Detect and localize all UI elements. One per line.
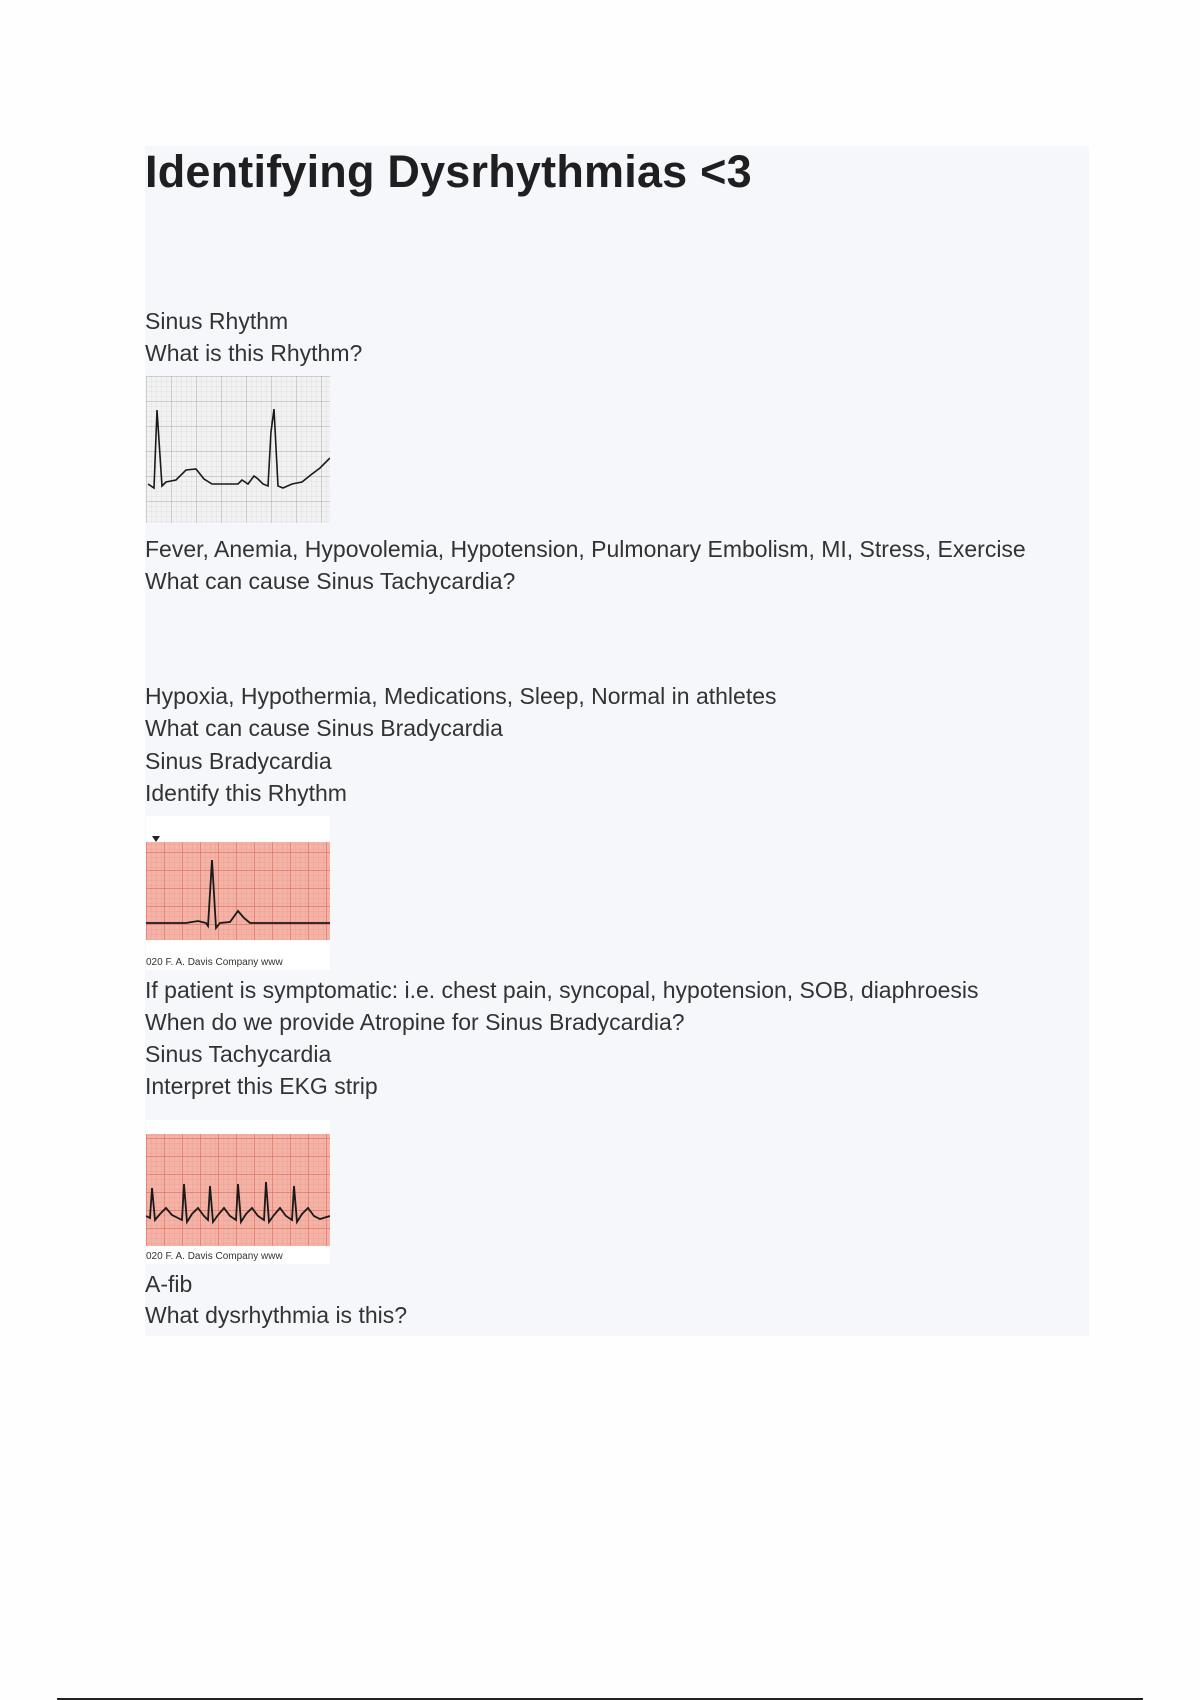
answer-text: Sinus Tachycardia bbox=[145, 1041, 332, 1067]
sinus-tachycardia-ekg-image bbox=[146, 1120, 330, 1252]
question-text: Interpret this EKG strip bbox=[145, 1073, 378, 1099]
answer-text: Hypoxia, Hypothermia, Medications, Sleep, Normal in athletes bbox=[145, 683, 777, 709]
answer-text: Fever, Anemia, Hypovolemia, Hypotension, Pulmonary Embolism, MI, Stress, Exercise bbox=[145, 536, 1026, 562]
question-text: What is this Rhythm? bbox=[145, 340, 363, 366]
answer-text: If patient is symptomatic: i.e. chest pain, syncopal, hypotension, SOB, diaphroesis bbox=[145, 977, 979, 1003]
question-text: Identify this Rhythm bbox=[145, 780, 347, 806]
question-text: When do we provide Atropine for Sinus Bradycardia? bbox=[145, 1009, 685, 1035]
sinus-bradycardia-ekg-image bbox=[146, 816, 330, 956]
question-text: What can cause Sinus Tachycardia? bbox=[145, 568, 516, 594]
page-title: Identifying Dysrhythmias <3 bbox=[145, 146, 752, 197]
question-text: What dysrhythmia is this? bbox=[145, 1302, 408, 1328]
answer-text: A-fib bbox=[145, 1271, 193, 1297]
question-text: What can cause Sinus Bradycardia bbox=[145, 715, 503, 741]
image-caption: 020 F. A. Davis Company www bbox=[146, 956, 330, 970]
answer-text: Sinus Rhythm bbox=[145, 308, 289, 334]
image-caption: 020 F. A. Davis Company www bbox=[146, 1250, 330, 1264]
answer-text: Sinus Bradycardia bbox=[145, 748, 332, 774]
sinus-rhythm-ekg-image bbox=[146, 376, 330, 523]
